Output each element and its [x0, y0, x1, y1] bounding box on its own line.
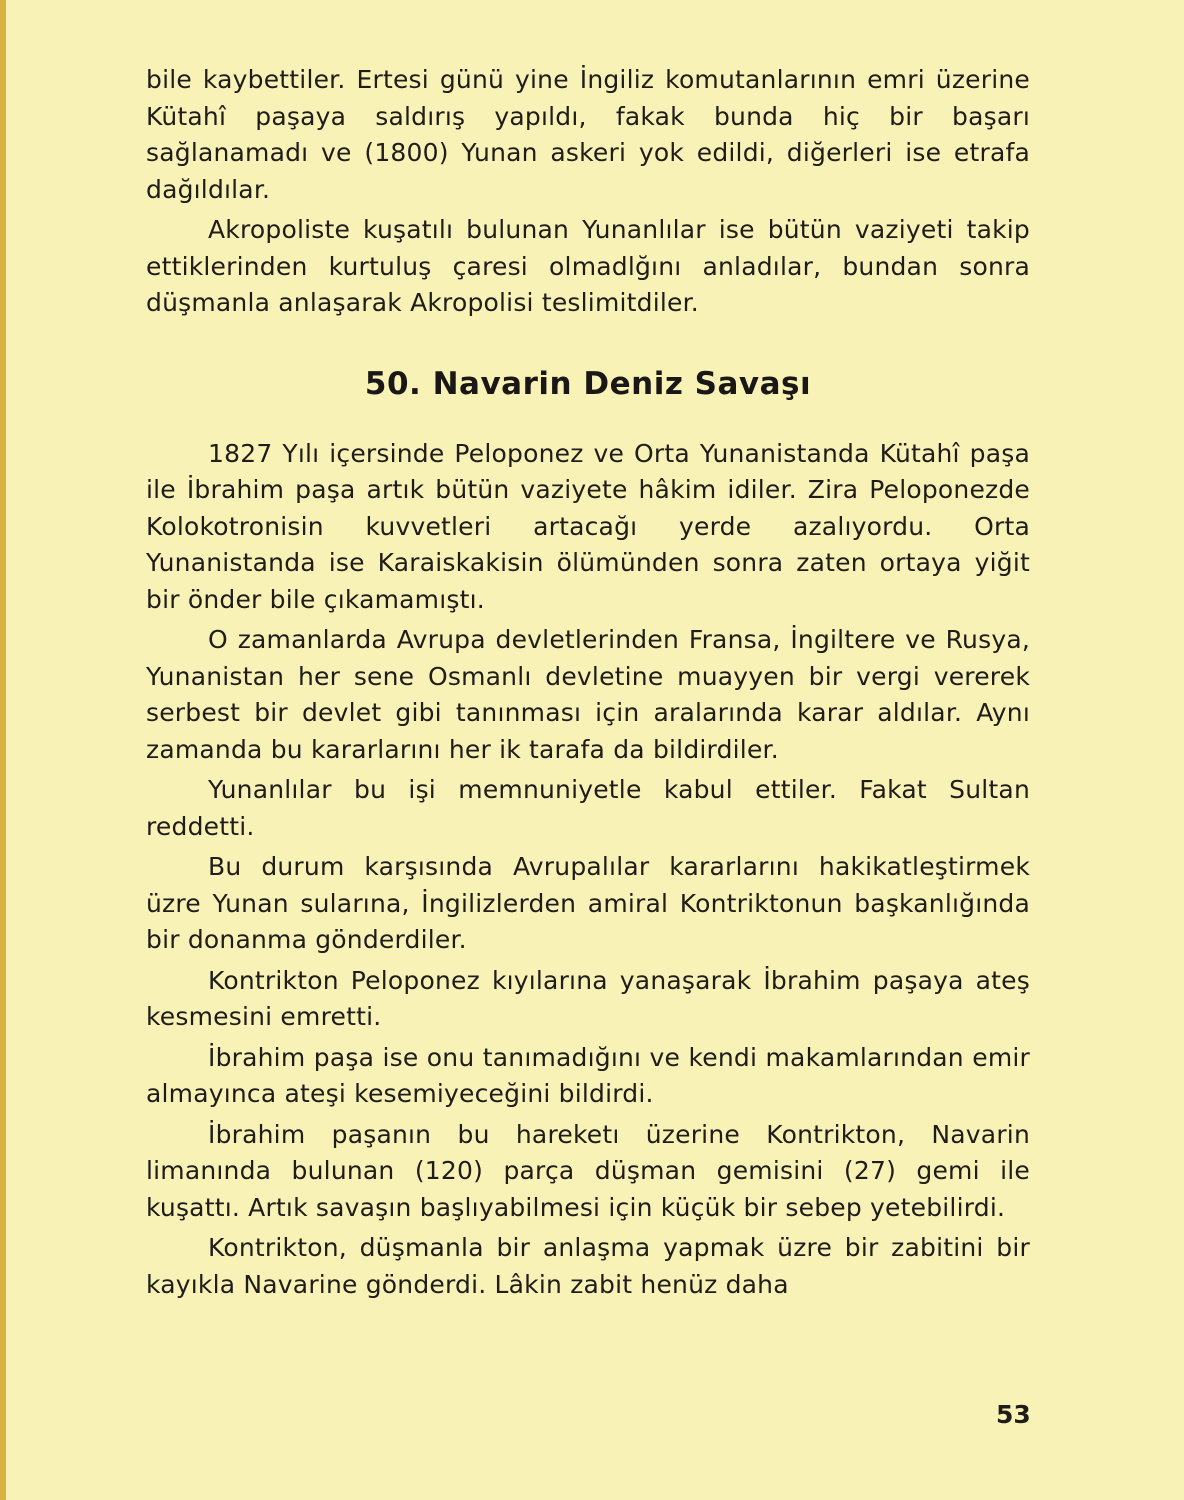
page-edge — [0, 0, 6, 1500]
paragraph: 1827 Yılı içersinde Peloponez ve Orta Yunanistanda Kütahî paşa ile İbrahim paşa artık bütün vaziyete hâkim idiler. Zira Peloponezde Kolokotronisin kuvvetleri artacağı yerde azalıyordu. Orta Yunanistanda ise Karaiskakisin ölümünden sonra zaten ortaya yiğit bir önder bile çıkamamıştı. — [146, 438, 1030, 614]
book-page — [146, 62, 1030, 1303]
paragraph: bile kaybettiler. Ertesi günü yine İngiliz komutanlarının emri üzerine Kütahî paşaya saldırış yapıldı, fakak bunda hiç bir başarı sağlanamadı ve (1800) Yunan askeri yok edildi, diğerleri ise etrafa dağıldılar. — [146, 65, 1030, 204]
paragraph: Kontrikton, düşmanla bir anlaşma yapmak üzre bir zabitini bir kayıkla Navarine gönderdi. Lâkin zabit henüz daha — [146, 1233, 1030, 1299]
section-heading: 50. Navarin Deniz Savaşı — [364, 365, 812, 402]
paragraph: İbrahim paşanın bu hareketı üzerine Kontrikton, Navarin limanında bulunan (120) parça düşman gemisini (27) gemi ile kuşattı. Artık savaşın başlıyabilmesi için küçük bir sebep yetebilirdi. — [146, 1119, 1030, 1222]
paragraph: O zamanlarda Avrupa devletlerinden Fransa, İngiltere ve Rusya, Yunanistan her sene Osmanlı devletine muayyen bir vergi vererek serbest bir devlet gibi tanınması için aralarında karar aldılar. Aynı zamanda bu kararlarını her ik tarafa da bildirdiler. — [146, 625, 1030, 764]
paragraph: İbrahim paşa ise onu tanımadığını ve kendi makamlarından emir almayınca ateşi kesemiyeceğini bildirdi. — [146, 1042, 1030, 1108]
page-number: 53 — [996, 1400, 1031, 1429]
paragraph: Kontrikton Peloponez kıyılarına yanaşarak İbrahim paşaya ateş kesmesini emretti. — [146, 965, 1030, 1031]
paragraph: Bu durum karşısında Avrupalılar kararlarını hakikatleştirmek üzre Yunan sularına, İngilizlerden amiral Kontriktonun başkanlığında bir donanma gönderdiler. — [146, 852, 1030, 954]
paragraph: Yunanlılar bu işi memnuniyetle kabul ettiler. Fakat Sultan reddetti. — [146, 775, 1030, 841]
paragraph: Akropoliste kuşatılı bulunan Yunanlılar ise bütün vaziyeti takip ettiklerinden kurtuluş çaresi olmadlğını anladılar, bundan sonra düşmanla anlaşarak Akropolisi teslimitdiler. — [146, 215, 1030, 317]
